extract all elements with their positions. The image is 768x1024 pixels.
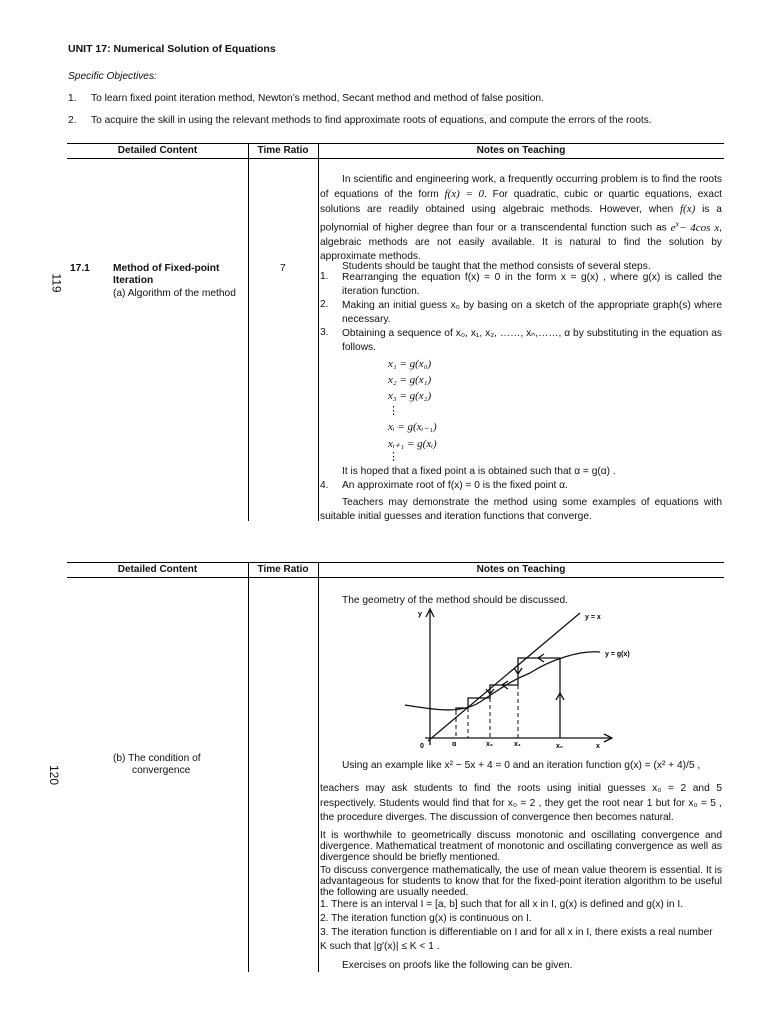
table2-header-notes: Notes on Teaching	[476, 564, 566, 575]
objective-1	[68, 93, 544, 104]
table2-col-divider-2	[318, 562, 319, 972]
step-number: 2.	[320, 299, 329, 310]
intro-text-3: . For quadratic, cubic or quartic equations, exact solutions are readily obtained using algebraic methods. However, when	[320, 189, 722, 215]
graph-cobweb	[456, 658, 560, 738]
graph-label-x1: x₁	[514, 741, 521, 748]
equation-3: x₃ = g(x₂)	[388, 390, 432, 402]
table1-col-divider-2	[318, 143, 319, 521]
geometry-text: The geometry of the method should be discussed.	[342, 595, 568, 606]
graph-label-x: x	[596, 743, 600, 750]
paragraph-2: It is worthwhile to geometrically discuss monotonic and oscillating convergence and divergence. Mathematical treatment of monotonic and oscillating convergence as well as divergence should be briefly mentioned.	[320, 830, 722, 863]
intro-eq-1: f(x) = 0	[444, 188, 485, 200]
table2-header-rule	[67, 577, 724, 578]
equation-vdots-2: ⋮	[388, 451, 399, 463]
example-line	[342, 760, 722, 771]
section-title: Method of Fixed-point Iteration	[113, 263, 220, 286]
demo-text	[320, 496, 722, 524]
step-4	[320, 480, 722, 491]
equation-4: xᵢ = g(xᵢ₋₁)	[388, 421, 437, 433]
condition-3b: K such that |g′(x)| ≤ K < 1 .	[320, 941, 440, 952]
objective-text: To acquire the skill in using the relevant methods to find approximate roots of equations, and compute the errors of the roots.	[91, 115, 652, 126]
subsection-b-label: (b) The condition of	[113, 753, 201, 764]
step-2	[320, 299, 722, 327]
table2-top-rule	[67, 562, 724, 563]
page-number-120: 120	[47, 764, 62, 786]
intro-eq-2: f(x)	[680, 203, 696, 215]
graph-label-alpha: α	[452, 741, 457, 748]
step-number: 3.	[320, 327, 329, 338]
table2-header-time: Time Ratio	[257, 564, 309, 575]
equation-1: x₁ = g(x₀)	[388, 358, 432, 370]
step-number: 1.	[320, 271, 329, 282]
graph-label-x2: x₂	[486, 741, 494, 748]
step-text: An approximate root of f(x) = 0 is the fixed point α.	[342, 480, 568, 491]
table1-header-notes: Notes on Teaching	[476, 145, 566, 156]
condition-2: 2. The iteration function g(x) is continuous on I.	[320, 913, 532, 924]
time-ratio-value: 7	[280, 263, 286, 274]
intro-text-2: of equations of the form	[320, 189, 439, 200]
equation-2: x₂ = g(x₁)	[388, 374, 432, 386]
graph-label-y: y	[418, 611, 422, 618]
graph-label-origin: 0	[420, 743, 424, 750]
objectives-label: Specific Objectives:	[68, 71, 157, 82]
table1-header-time: Time Ratio	[257, 145, 309, 156]
graph-curve-g	[405, 652, 600, 710]
intro-eq-3	[670, 219, 720, 234]
graph-line-y-equals-x	[428, 613, 580, 741]
example-line-text: Using an example like x² − 5x + 4 = 0 and an iteration function g(x) = (x² + 4)/5 ,	[342, 760, 701, 771]
exercises-text: Exercises on proofs like the following can be given.	[342, 960, 573, 971]
condition-3a: 3. The iteration function is differentiable on I and for all x in I, there exists a real number	[320, 927, 713, 938]
paragraph-3: To discuss convergence mathematically, the use of mean value theorem is essential. It is advantageous for students to know that for the fixed-point iteration algorithm to be useful the following are usually needed.	[320, 865, 722, 898]
table1-header-rule	[67, 158, 724, 159]
step-1	[320, 271, 722, 299]
table1-top-rule	[67, 143, 724, 144]
graph-label-curve: y = g(x)	[605, 651, 630, 658]
step-number: 4.	[320, 480, 329, 491]
section-subtitle: (a) Algorithm of the method	[113, 288, 236, 299]
section-number: 17.1	[70, 263, 90, 274]
table2-header-detailed: Detailed Content	[117, 564, 198, 575]
graph-label-x0: x₀	[556, 743, 564, 750]
unit-title: UNIT 17: Numerical Solution of Equations	[68, 43, 276, 55]
table2-col-divider-1	[248, 562, 249, 972]
table1-col-divider-1	[248, 143, 249, 521]
intro-text-5: , algebraic methods are not easily available. It is natural to find the solution by approximate methods.	[320, 222, 722, 262]
intro-text-4: is a polynomial of higher degree than four or a transcendental function such as	[320, 204, 722, 234]
demo-text-body: Teachers may demonstrate the method using some examples of equations with suitable initial guesses and iteration functions that converge.	[320, 497, 722, 522]
intro-eq-rest: − 4cos x	[679, 221, 720, 234]
step-text: Obtaining a sequence of x₀, x₁, x₂, ……, xₙ,……, α by substituting in the equation as follows.	[342, 328, 722, 353]
intro-eq-e: e	[670, 221, 676, 234]
intro-text-1: In scientific and engineering work, a frequently occurring problem is to find the roots	[342, 174, 722, 185]
equation-5: xᵢ₊₁ = g(xᵢ)	[388, 438, 437, 450]
graph-label-line: y = x	[585, 614, 601, 621]
subsection-b-label-2: convergence	[132, 765, 191, 776]
paragraph-1: teachers may ask students to find the roots using initial guesses x₀ = 2 and 5 respectively. Students would find that for x₀ = 2 , they get the root near 1 but for x₀ = 5 , the procedure diverges. The discussion of convergence then becomes natural.	[320, 783, 722, 823]
equation-vdots-1: ⋮	[388, 405, 399, 417]
objective-text: To learn fixed point iteration method, Newton’s method, Secant method and method of false position.	[91, 93, 544, 104]
condition-1: 1. There is an interval I = [a, b] such that for all x in I, g(x) is defined and g(x) in I.	[320, 899, 684, 910]
table1-header-detailed: Detailed Content	[117, 145, 198, 156]
objective-number: 2.	[68, 115, 77, 126]
intro-eq-exp: x	[675, 219, 680, 228]
objective-2	[68, 115, 652, 126]
objective-number: 1.	[68, 93, 77, 104]
steps-intro: Students should be taught that the method consists of several steps.	[342, 261, 651, 272]
fixed-point-graph	[400, 605, 650, 753]
step-text: Rearranging the equation f(x) = 0 in the form x = g(x) , where g(x) is called the iteration function.	[342, 272, 722, 297]
hope-text: It is hoped that a fixed point a is obtained such that α = g(α) .	[342, 466, 616, 477]
page-number-119: 119	[49, 273, 64, 293]
step-3	[320, 327, 722, 355]
intro-paragraph	[320, 173, 722, 264]
step-text: Making an initial guess x₀ by basing on a sketch of the appropriate graph(s) where necessary.	[342, 300, 722, 325]
